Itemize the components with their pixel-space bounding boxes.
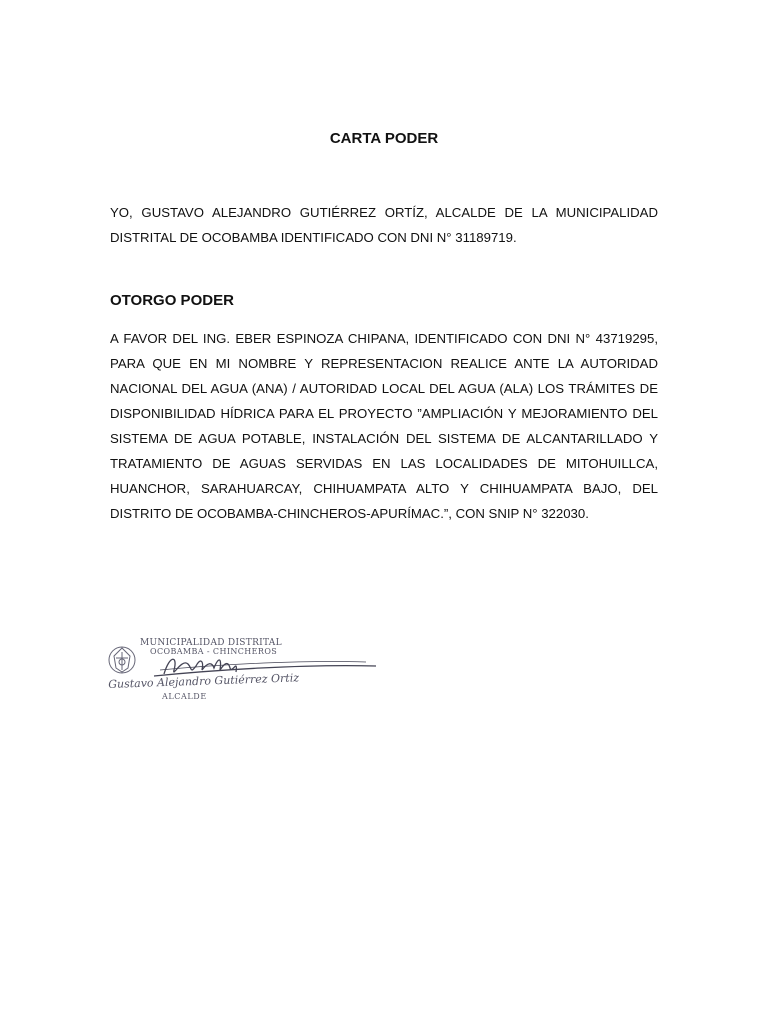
declarant-paragraph: YO, GUSTAVO ALEJANDRO GUTIÉRREZ ORTÍZ, ALCALDE DE LA MUNICIPALIDAD DISTRITAL DE OCOBAMBA IDENTIFICADO CON DNI N° 31189719. [110, 205, 658, 245]
signature-stamp [104, 634, 394, 714]
power-grant-paragraph: A FAVOR DEL ING. EBER ESPINOZA CHIPANA, IDENTIFICADO CON DNI N° 43719295, PARA QUE EN MI NOMBRE Y REPRESENTACION REALICE ANTE LA AUTORIDAD NACIONAL DEL AGUA (ANA) / AUTORIDAD LOCAL DEL AGUA (ALA) LOS TRÁMITES DE DISPONIBILIDAD HÍDRICA PARA EL PROYECTO ”AMPLIACIÓN Y MEJORAMIENTO DEL SISTEMA DE AGUA POTABLE, INSTALACIÓN DEL SISTEMA DE ALCANTARILLADO Y TRATAMIENTO DE AGUAS SERVIDAS EN LAS LOCALIDADES DE MITOHUILLCA, HUANCHOR, SARAHUARCAY, CHIHUAMPATA ALTO Y CHIHUAMPATA BAJO, DEL DISTRITO DE OCOBAMBA-CHINCHEROS-APURÍMAC.”, CON SNIP N° 322030. [110, 331, 658, 521]
coat-of-arms-icon [109, 647, 135, 673]
stamp-institution-line: MUNICIPALIDAD DISTRITAL [140, 638, 282, 648]
stamp-location-line: OCOBAMBA - CHINCHEROS [150, 647, 278, 656]
signatory-name: Gustavo Alejandro Gutiérrez Ortiz [108, 671, 300, 691]
section-heading: OTORGO PODER [110, 292, 234, 309]
document-title: CARTA PODER [329, 130, 439, 147]
signatory-role: ALCALDE [162, 692, 207, 701]
